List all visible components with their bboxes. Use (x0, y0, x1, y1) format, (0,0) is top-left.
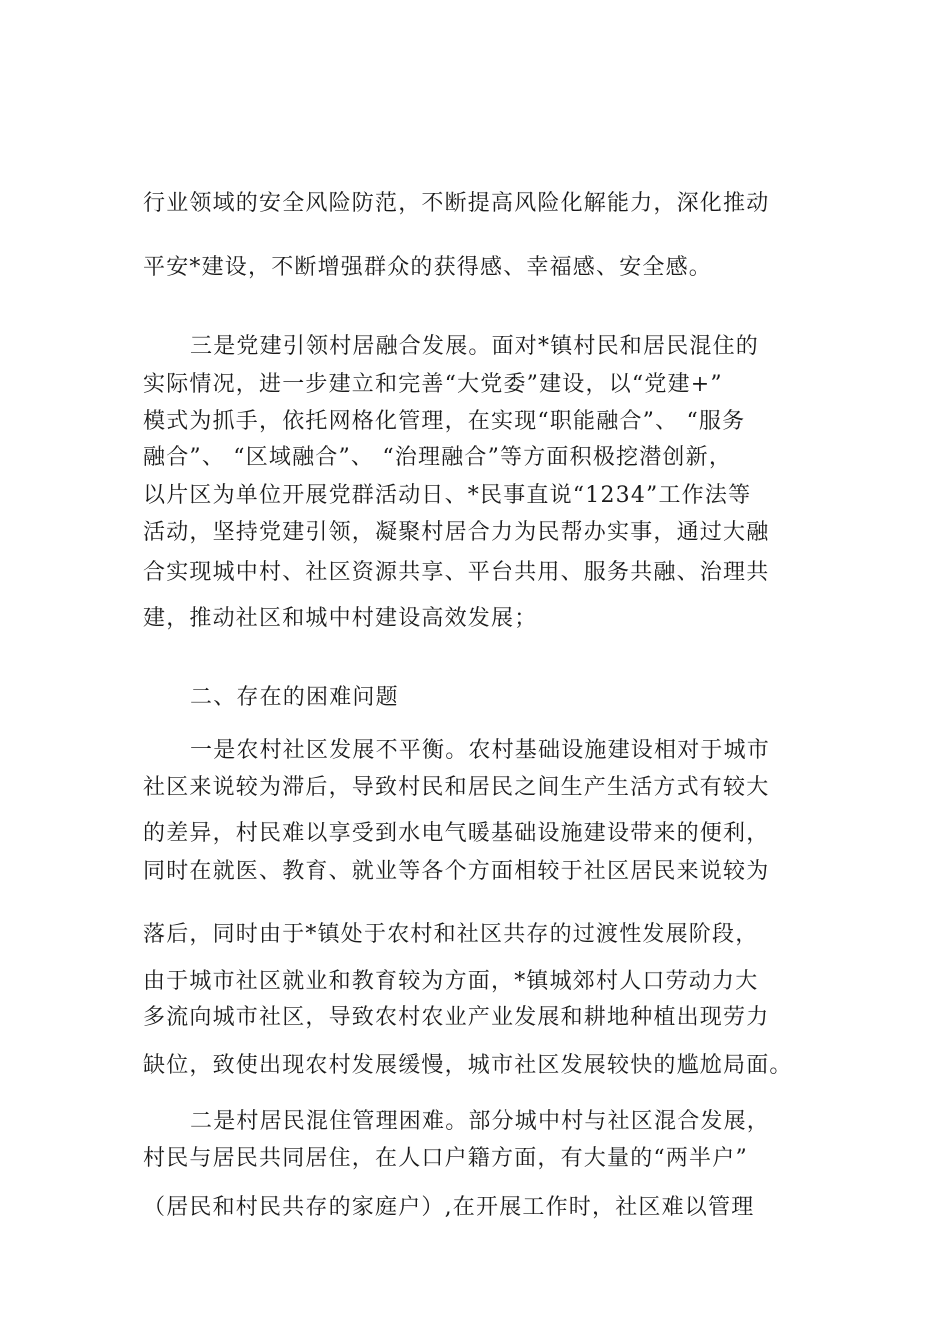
text-line: 缺位，致使出现农村发展缓慢，城市社区发展较快的尴尬局面。 (143, 1053, 793, 1078)
text-line: 合实现城中村、社区资源共享、平台共用、服务共融、治理共 (143, 560, 770, 585)
text-line: 模式为抓手，依托网格化管理，在实现“职能融合”、 “服务 (143, 409, 746, 434)
text-line: 融合”、 “区域融合”、 “治理融合”等方面积极挖潜创新， (143, 445, 733, 470)
text-line: 实际情况，进一步建立和完善“大党委”建设，以“党建+” (143, 372, 723, 397)
text-line: 平安*建设，不断增强群众的获得感、幸福感、安全感。 (143, 255, 713, 280)
paragraph-start-line: 三是党建引领村居融合发展。面对*镇村民和居民混住的 (190, 334, 760, 359)
text-line: 社区来说较为滞后，导致村民和居民之间生产生活方式有较大 (143, 775, 770, 800)
text-line: 的差异，村民难以享受到水电气暖基础设施建设带来的便利， (143, 821, 770, 846)
section-heading: 二、存在的困难问题 (190, 685, 399, 710)
text-line: 建，推动社区和城中村建设高效发展； (143, 606, 538, 631)
text-line: 村民与居民共同居住，在人口户籍方面，有大量的“两半户” (143, 1146, 748, 1171)
text-line: 活动，坚持党建引领，凝聚村居合力为民帮办实事，通过大融 (143, 520, 770, 545)
text-line: （居民和村民共存的家庭户）,在开展工作时，社区难以管理 (143, 1195, 755, 1220)
paragraph-start-line: 一是农村社区发展不平衡。农村基础设施建设相对于城市 (190, 738, 771, 763)
text-line: 以片区为单位开展党群活动日、*民事直说“1234”工作法等 (143, 483, 752, 508)
text-line: 行业领域的安全风险防范，不断提高风险化解能力，深化推动 (143, 191, 770, 216)
text-line: 同时在就医、教育、就业等各个方面相较于社区居民来说较为 (143, 859, 770, 884)
text-line: 由于城市社区就业和教育较为方面，*镇城郊村人口劳动力大 (143, 969, 759, 994)
paragraph-start-line: 二是村居民混住管理困难。部分城中村与社区混合发展， (190, 1109, 771, 1134)
text-line: 多流向城市社区，导致农村农业产业发展和耕地种植出现劳力 (143, 1005, 770, 1030)
text-line: 落后，同时由于*镇处于农村和社区共存的过渡性发展阶段， (143, 922, 759, 947)
